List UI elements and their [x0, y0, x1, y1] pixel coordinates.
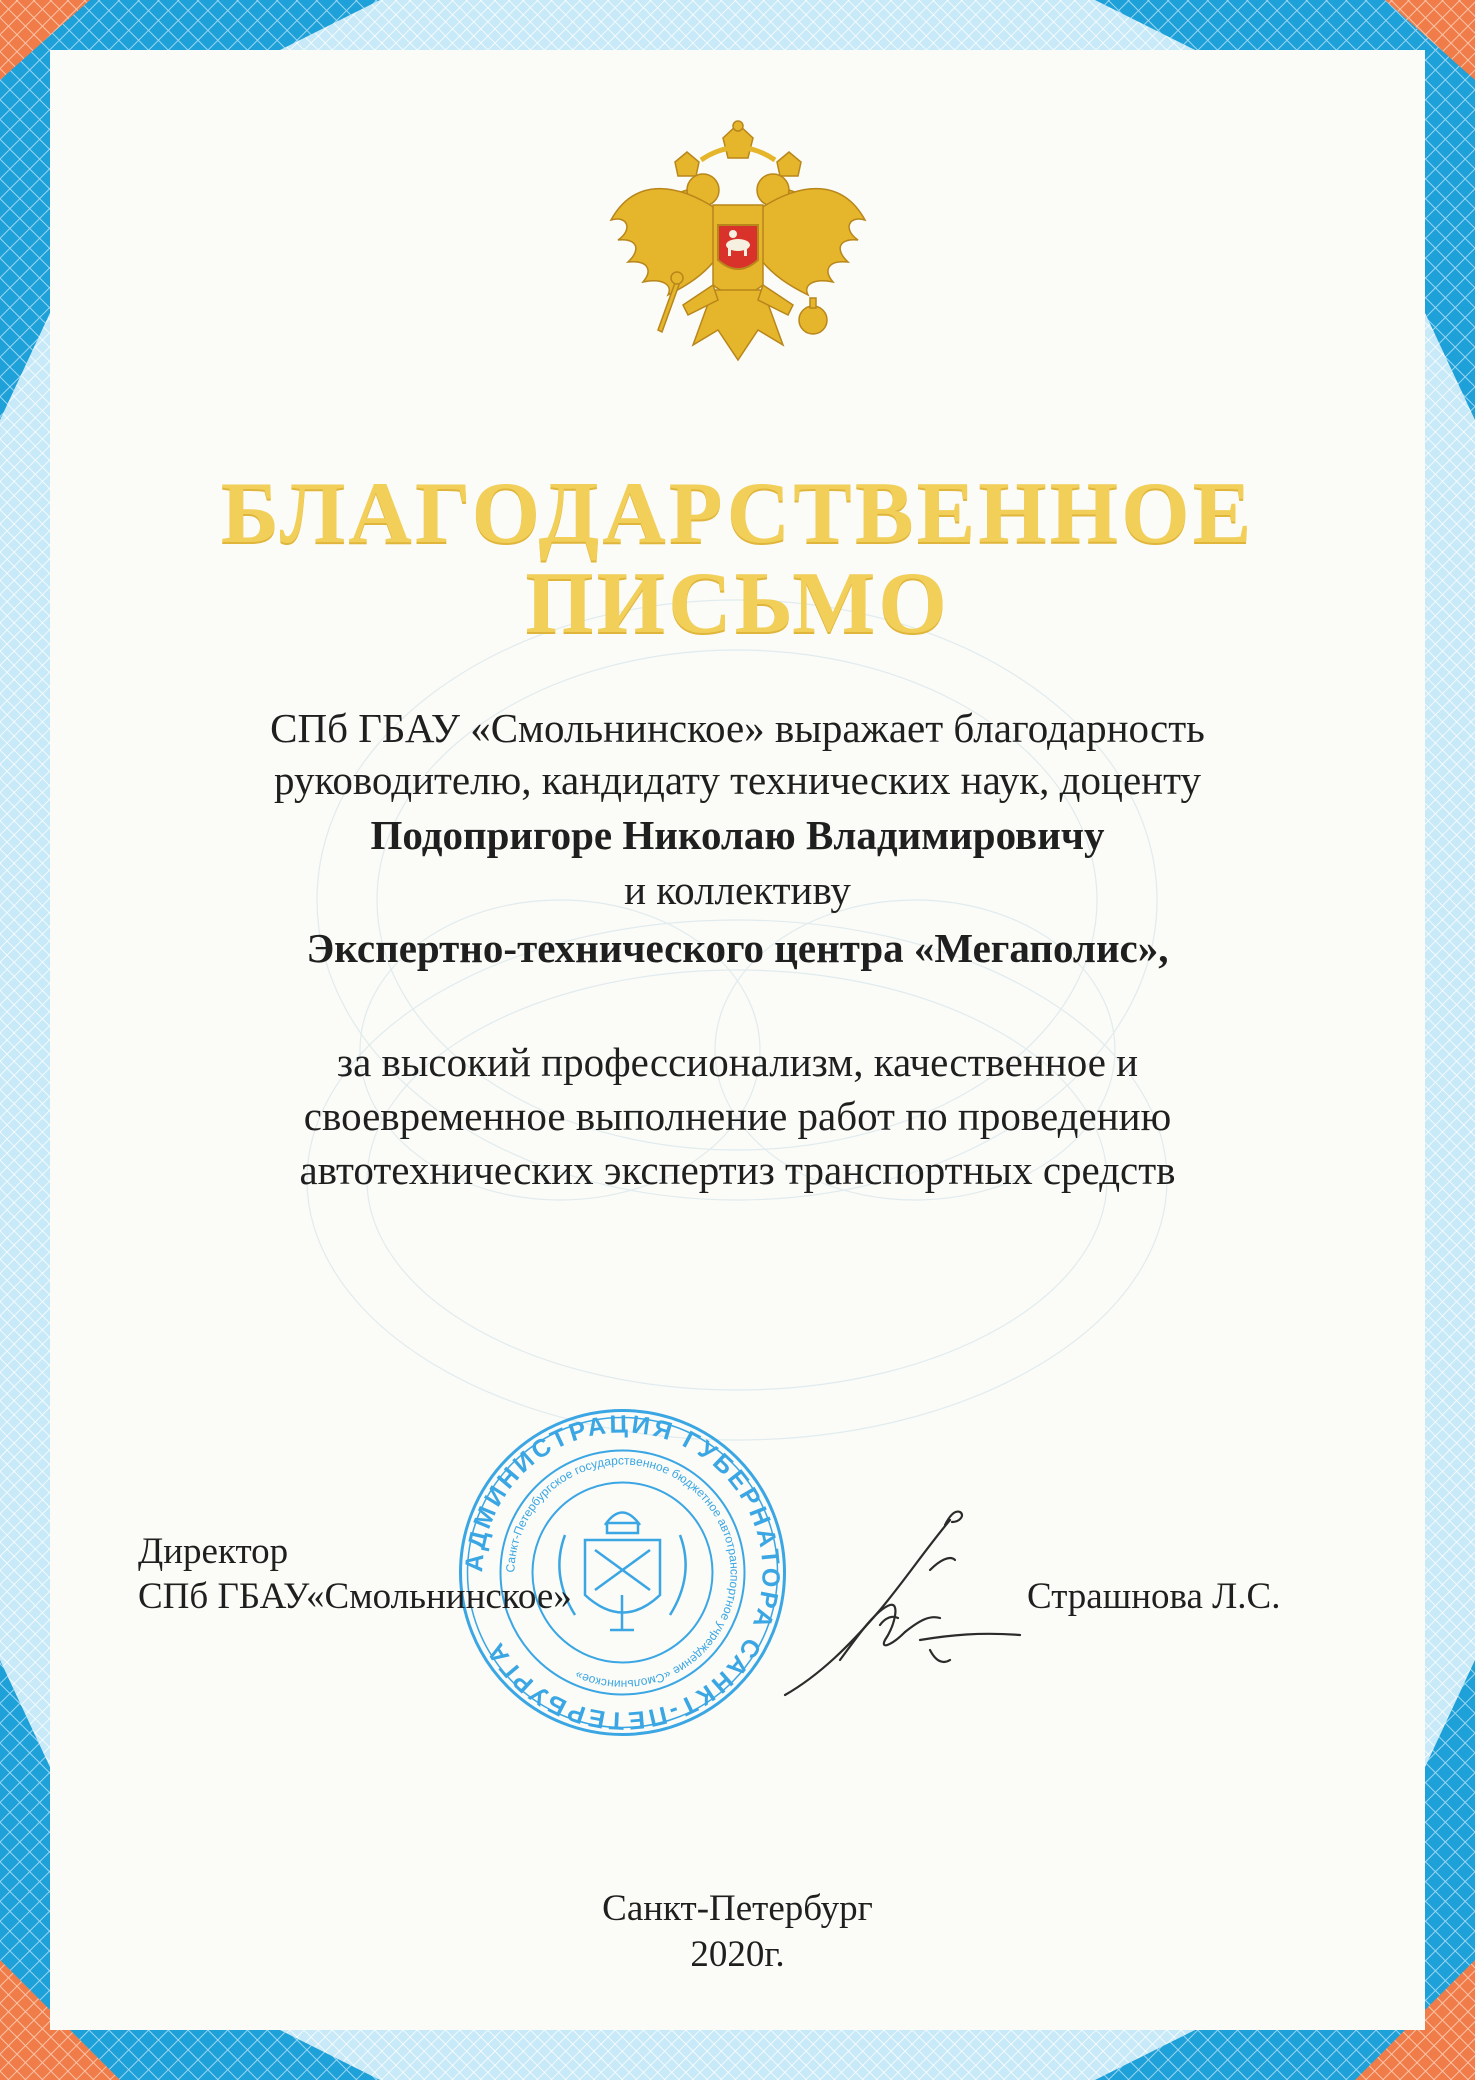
conjunction-text: и коллективу: [624, 867, 851, 913]
body-line-2: руководителю, кандидату технических наук, доценту: [274, 757, 1201, 803]
reason-line-1: за высокий профессионализм, качественное и: [336, 1039, 1139, 1085]
document-place: Санкт-Петербург: [602, 1888, 873, 1929]
document-year: 2020г.: [690, 1934, 785, 1975]
document-title-line-2: ПИСЬМО: [525, 555, 950, 652]
signatory-name: Страшнова Л.С.: [1027, 1576, 1281, 1617]
reason-line-3: автотехнических экспертиз транспортных средств: [299, 1147, 1176, 1193]
russian-coat-of-arms-icon: [603, 120, 873, 380]
official-seal-stamp: [455, 1405, 790, 1740]
document-title-line-1: БЛАГОДАРСТВЕННОЕ: [220, 465, 1255, 562]
handwritten-signature: [780, 1460, 1030, 1720]
signatory-organization: СПб ГБАУ«Смольнинское»: [138, 1576, 572, 1617]
seal-outer-text: АДМИНИСТРАЦИЯ ГУБЕРНАТОРА САНКТ-ПЕТЕРБУРГА: [460, 1410, 785, 1735]
recipient-name: Подопригоре Николаю Владимировичу: [370, 812, 1105, 858]
reason-line-2: своевременное выполнение работ по проведению: [303, 1093, 1172, 1139]
body-line-1: СПб ГБАУ «Смольнинское» выражает благодарность: [270, 705, 1205, 751]
signatory-position: Директор: [138, 1531, 289, 1572]
svg-text:Санкт-Петербургское государств: [503, 1453, 741, 1691]
organization-name: Экспертно-технического центра «Мегаполис»,: [306, 925, 1169, 971]
seal-inner-text: Санкт-Петербургское государственное бюджетное автотранспортное учреждение «Смольнинское»: [503, 1453, 742, 1692]
